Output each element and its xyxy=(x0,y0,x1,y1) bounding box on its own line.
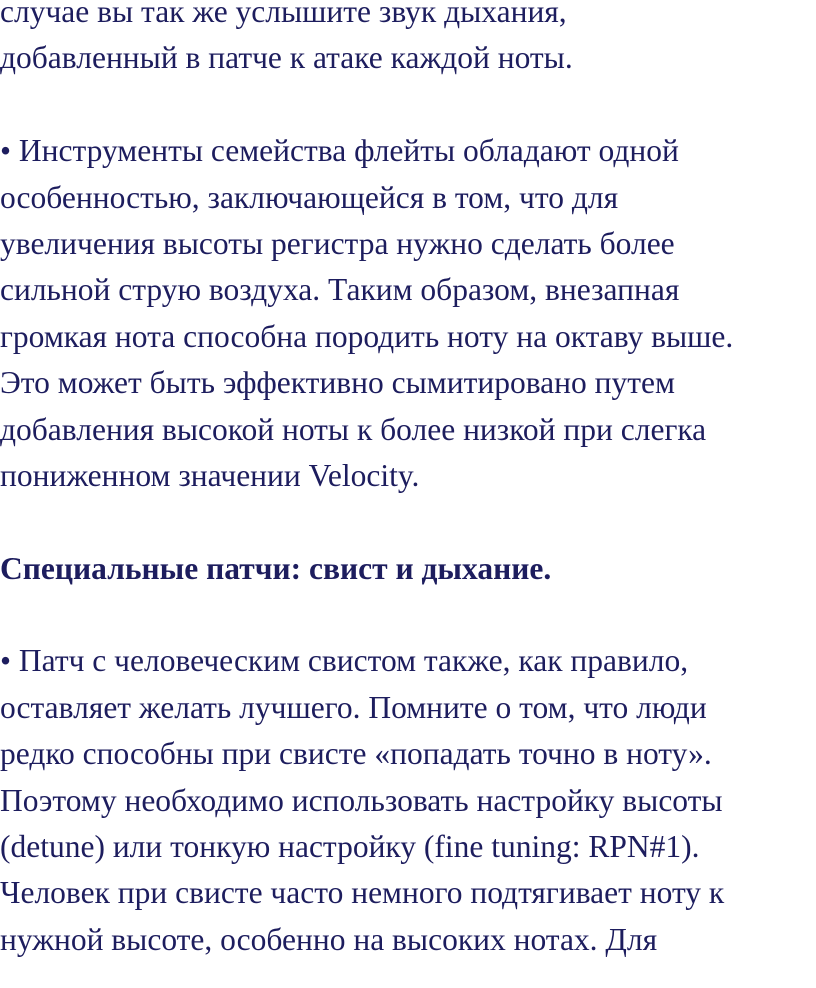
text-line: (detune) или тонкую настройку (fine tuning: RPN#1). xyxy=(0,829,700,865)
text-line: сильной струю воздуха. Таким образом, внезапная xyxy=(0,272,680,308)
text-line: добавления высокой ноты к более низкой при слегка xyxy=(0,411,707,447)
text-line: пониженном значении Velocity. xyxy=(0,457,420,493)
heading-line: Специальные патчи: свист и дыхание. xyxy=(0,550,552,586)
paragraph-spacer xyxy=(0,592,816,638)
paragraph-spacer xyxy=(0,499,816,545)
paragraph-whistle-patch xyxy=(0,638,816,963)
text-line: • Инструменты семейства флейты обладают одной xyxy=(0,133,679,169)
text-line: • Патч с человеческим свистом также, как правило, xyxy=(0,643,689,679)
text-line: нужной высоте, особенно на высоких нотах. Для xyxy=(0,921,658,957)
paragraph-flute-family xyxy=(0,128,816,499)
text-line: добавленный в патче к атаке каждой ноты. xyxy=(0,40,573,76)
text-line: Это может быть эффективно сымитировано путем xyxy=(0,365,675,401)
section-heading xyxy=(0,546,816,592)
paragraph-spacer xyxy=(0,82,816,128)
paragraph-breath-sound xyxy=(0,0,816,82)
text-line: оставляет желать лучшего. Помните о том, что люди xyxy=(0,689,707,725)
text-line: особенностью, заключающейся в том, что для xyxy=(0,179,619,215)
text-line: громкая нота способна породить ноту на октаву выше. xyxy=(0,318,734,354)
text-line: Человек при свисте часто немного подтягивает ноту к xyxy=(0,875,725,911)
text-line: увеличения высоты регистра нужно сделать более xyxy=(0,225,675,261)
text-line: Поэтому необходимо использовать настройку высоты xyxy=(0,782,723,818)
text-line: редко способны при свисте «попадать точно в ноту». xyxy=(0,736,712,772)
text-line: случае вы так же услышите звук дыхания, xyxy=(0,0,567,29)
